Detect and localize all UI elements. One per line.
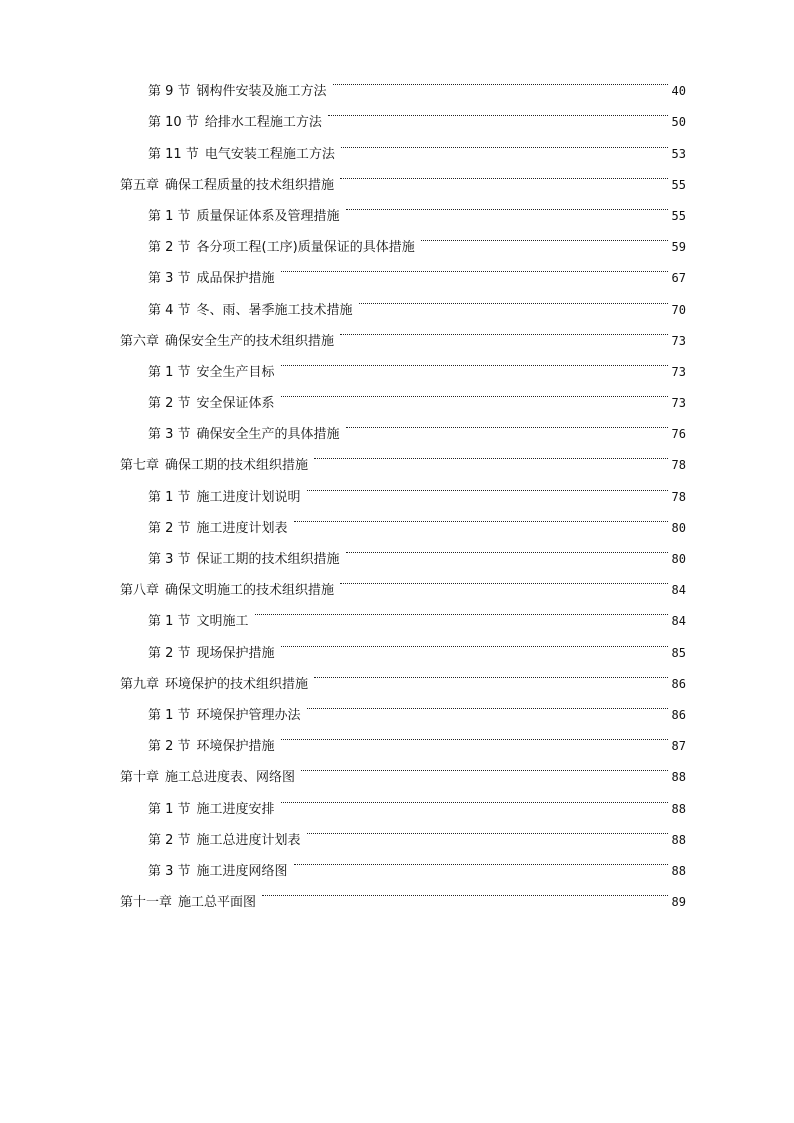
toc-entry-text: 施工总进度表、网络图 (165, 770, 296, 786)
toc-entry-text: 给排水工程施工方法 (204, 115, 322, 131)
toc-entry-number: 第 2 节 (148, 396, 191, 412)
toc-page-number: 55 (671, 177, 686, 192)
toc-dot-leader (262, 875, 668, 906)
toc-entry-number: 第 10 节 (148, 115, 199, 131)
toc-entry-number: 第九章 (120, 676, 160, 692)
toc-dot-leader (301, 750, 668, 781)
toc-entry-title (148, 357, 275, 388)
toc-entry-text: 施工总进度计划表 (196, 832, 301, 848)
toc-entry-text: 钢构件安装及施工方法 (196, 84, 327, 100)
toc-entry-title (148, 544, 340, 575)
toc-entry-number: 第 3 节 (148, 863, 191, 879)
toc-entry-title (120, 762, 295, 793)
toc-entry-text: 质量保证体系及管理措施 (196, 208, 340, 224)
toc-entry-text: 环境保护措施 (196, 739, 275, 755)
toc-dot-leader (314, 438, 668, 469)
toc-dot-leader (421, 220, 668, 251)
toc-entry-number: 第 2 节 (148, 645, 191, 661)
toc-dot-leader (281, 781, 668, 812)
toc-entry-title (148, 825, 301, 856)
toc-entry-number: 第 2 节 (148, 520, 191, 536)
toc-entry-text: 文明施工 (196, 614, 249, 630)
toc-entry-number: 第八章 (120, 583, 160, 599)
toc-entry-number: 第 11 节 (148, 146, 199, 162)
toc-entry-number: 第 3 节 (148, 427, 191, 443)
toc-entry-text: 施工进度网络图 (196, 863, 288, 879)
toc-entry-number: 第 3 节 (148, 271, 191, 287)
toc-entry-text: 电气安装工程施工方法 (204, 146, 335, 162)
toc-entry-title (120, 887, 256, 918)
toc-page-number: 88 (671, 770, 686, 785)
toc-dot-leader (294, 501, 668, 532)
toc-page-number: 50 (671, 115, 686, 130)
toc-entry-title (148, 388, 275, 419)
toc-entry-number: 第 1 节 (148, 208, 191, 224)
toc-page-number: 88 (671, 832, 686, 847)
toc-dot-leader (294, 844, 668, 875)
toc-page-number: 67 (671, 271, 686, 286)
toc-page-number: 53 (671, 146, 686, 161)
toc-entry-title (148, 419, 340, 450)
toc-entry-text: 安全生产目标 (196, 364, 275, 380)
toc-page-number: 86 (671, 676, 686, 691)
toc-dot-leader (255, 594, 668, 625)
toc-entry-text: 保证工期的技术组织措施 (196, 552, 340, 567)
toc-dot-leader (340, 563, 668, 594)
toc-entry-number: 第 9 节 (148, 84, 191, 100)
toc-page-number: 40 (671, 84, 686, 99)
toc-entry-title (148, 794, 275, 825)
toc-page-number: 85 (671, 645, 686, 660)
toc-entry-text: 确保安全生产的具体措施 (196, 427, 340, 443)
toc-dot-leader (314, 657, 668, 688)
toc-entry-text: 施工进度计划表 (196, 520, 288, 536)
toc-entry-number: 第 1 节 (148, 707, 191, 723)
toc-dot-leader (359, 282, 668, 313)
toc-entry-title (148, 139, 335, 170)
toc-dot-leader (346, 532, 668, 563)
toc-entry-number: 第六章 (120, 333, 160, 349)
toc-dot-leader (281, 719, 668, 750)
toc-entry-title (148, 263, 275, 294)
toc-page-number: 87 (671, 739, 686, 754)
toc-dot-leader (307, 688, 668, 719)
toc-dot-leader (281, 251, 668, 282)
toc-entry-text: 现场保护措施 (196, 645, 275, 661)
toc-entry-text: 确保工程质量的技术组织措施 (165, 177, 335, 193)
toc-entry-number: 第十一章 (120, 895, 173, 911)
toc-entry-number: 第十章 (120, 770, 160, 786)
toc-dot-leader (340, 158, 668, 189)
toc-entry-number: 第七章 (120, 458, 160, 474)
toc-entry-number: 第 3 节 (148, 552, 191, 567)
toc-dot-leader (307, 469, 668, 500)
toc-entry-text: 施工进度计划说明 (196, 489, 301, 505)
toc-entry-number: 第五章 (120, 177, 160, 193)
toc-page-number: 78 (671, 458, 686, 473)
toc-entry-title (148, 107, 322, 138)
toc-dot-leader (307, 813, 668, 844)
toc-entry-number: 第 1 节 (148, 801, 191, 817)
toc-entry-title (148, 606, 249, 637)
toc-dot-leader (281, 376, 668, 407)
toc-entry-text: 各分项工程(工序)质量保证的具体措施 (196, 240, 415, 256)
toc-page-number: 78 (671, 489, 686, 504)
toc-entry-text: 施工总平面图 (178, 895, 257, 911)
toc-entry-text: 施工进度安排 (196, 801, 275, 817)
toc-page-number: 89 (671, 895, 686, 910)
toc-entry-text: 确保工期的技术组织措施 (165, 458, 309, 474)
toc-entry-text: 安全保证体系 (196, 396, 275, 412)
toc-entry-title (148, 638, 275, 669)
toc-page-number: 80 (671, 520, 686, 535)
toc-entry-number: 第 1 节 (148, 489, 191, 505)
toc-entry-title (120, 669, 308, 700)
toc-page-number: 84 (671, 583, 686, 598)
toc-entry-title (148, 482, 301, 513)
toc-entry-number: 第 1 节 (148, 614, 191, 630)
toc-dot-leader (340, 314, 668, 345)
toc-entry-number: 第 2 节 (148, 739, 191, 755)
toc-page-number: 76 (671, 427, 686, 442)
toc-entry-text: 成品保护措施 (196, 271, 275, 287)
toc-page-number: 86 (671, 707, 686, 722)
toc-page-number: 80 (671, 552, 686, 566)
toc-entry-title (148, 76, 327, 107)
toc-page-number: 84 (671, 614, 686, 629)
toc-entry-text: 环境保护的技术组织措施 (165, 676, 309, 692)
toc-dot-leader (346, 189, 668, 220)
toc-entry-title (148, 731, 275, 762)
toc-page-number: 55 (671, 208, 686, 223)
toc-page-number: 88 (671, 863, 686, 878)
toc-entry-number: 第 4 节 (148, 302, 191, 318)
toc-dot-leader (281, 625, 668, 656)
toc-entry-text: 环境保护管理办法 (196, 707, 301, 723)
toc-entry-number: 第 1 节 (148, 364, 191, 380)
toc-page-number: 59 (671, 240, 686, 255)
toc-entry-title (120, 450, 308, 481)
toc-entry-text: 确保安全生产的技术组织措施 (165, 333, 335, 349)
toc-entry-text: 确保文明施工的技术组织措施 (165, 583, 335, 599)
toc-entry-title (148, 513, 288, 544)
toc-section-entry[interactable] (120, 64, 686, 100)
toc-page-number: 70 (671, 302, 686, 317)
toc-dot-leader (281, 345, 668, 376)
toc-entry-title (148, 295, 353, 326)
toc-entry-text: 冬、雨、暑季施工技术措施 (196, 302, 353, 318)
toc-entry-title (148, 201, 340, 232)
toc-page-number: 88 (671, 801, 686, 816)
toc-dot-leader (333, 64, 668, 95)
toc-entry-title (120, 170, 334, 201)
toc-dot-leader (341, 126, 668, 157)
toc-entry-number: 第 2 节 (148, 240, 191, 256)
toc-entry-number: 第 2 节 (148, 832, 191, 848)
toc-page-number: 73 (671, 364, 686, 379)
toc-page-number: 73 (671, 333, 686, 348)
toc-dot-leader (328, 95, 668, 126)
toc-entry-title (148, 700, 301, 731)
toc-page-number: 73 (671, 396, 686, 411)
table-of-contents (120, 64, 686, 911)
toc-dot-leader (346, 407, 668, 438)
